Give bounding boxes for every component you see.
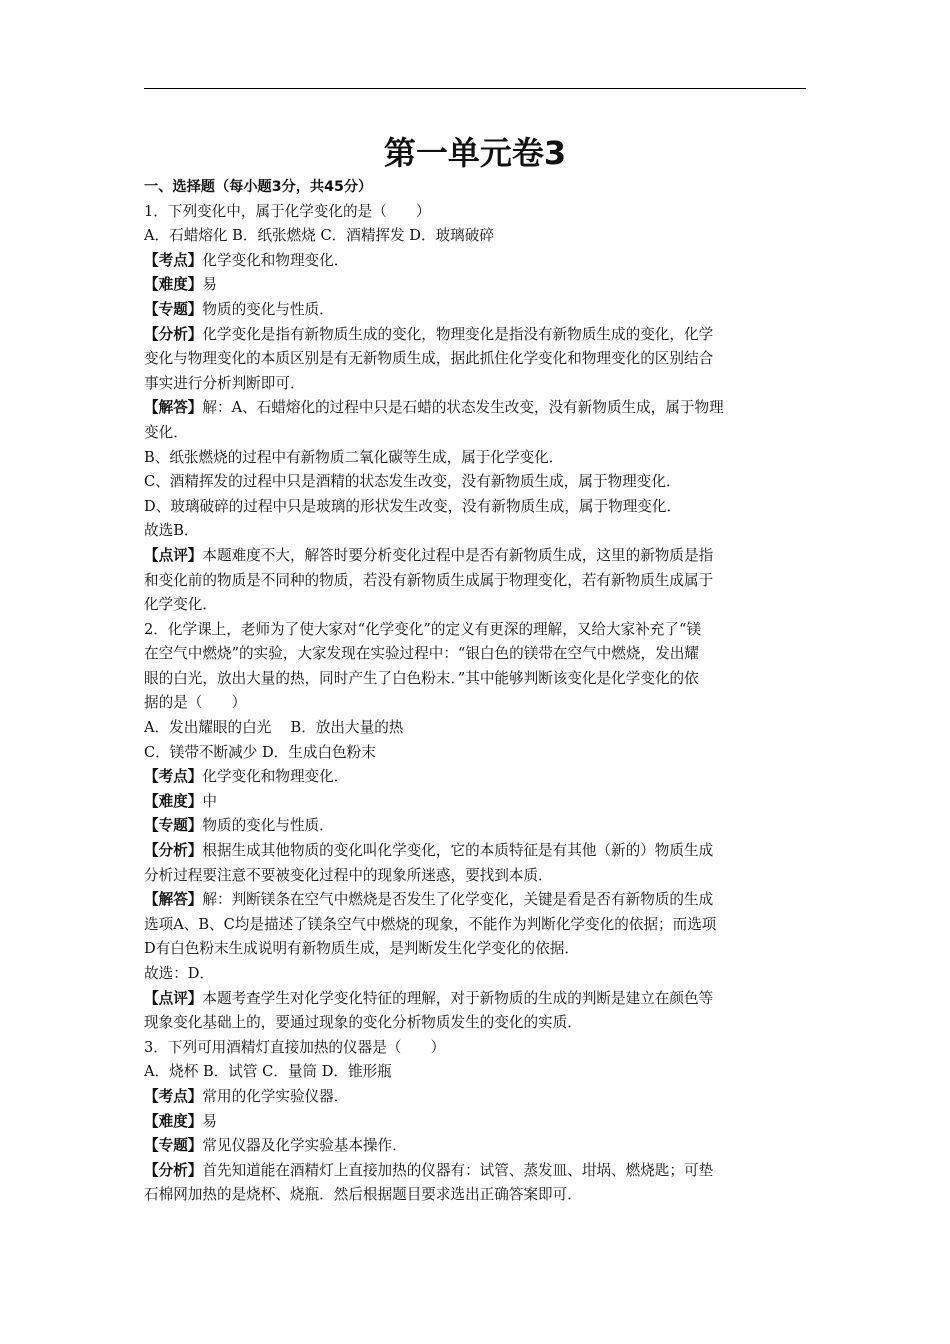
document-line: 【点评】本题难度不大，解答时要分析变化过程中是否有新物质生成，这里的新物质是指 [144,546,714,564]
document-line: 【解答】解：A、石蜡熔化的过程中只是石蜡的状态发生改变，没有新物质生成，属于物理 [144,399,724,417]
document-line: 【难度】易 [144,1112,217,1130]
field-label: 【考点】 [144,251,203,269]
field-label: 【难度】 [144,792,203,810]
field-label: 【考点】 [144,1087,203,1105]
field-label: 【难度】 [144,1112,203,1130]
field-label: 【分析】 [144,1161,203,1179]
field-label: 【分析】 [144,842,203,860]
document-line: 现象变化基础上的，要通过现象的变化分析物质发生的变化的实质． [144,1014,582,1032]
document-line: 【点评】本题考查学生对化学变化特征的理解，对于新物质的生成的判断是建立在颜色等 [144,989,714,1007]
document-line: B、纸张燃烧的过程中有新物质二氧化碳等生成，属于化学变化． [144,448,564,466]
document-line: 和变化前的物质是不同种的物质，若没有新物质生成属于物理变化，若有新物质生成属于 [144,571,714,589]
field-label: 【解答】 [144,399,203,417]
document-line: 【专题】物质的变化与性质． [144,300,334,318]
document-line: 在空气中燃烧”的实验，大家发现在实验过程中：“银白色的镁带在空气中燃烧，发出耀 [144,645,699,663]
document-line: 分析过程要注意不要被变化过程中的现象所迷惑，要找到本质． [144,866,553,884]
document-line: 【分析】首先知道能在酒精灯上直接加热的仪器有：试管、蒸发皿、坩埚、燃烧匙；可垫 [144,1161,714,1179]
document-line: 选项A、B、C均是描述了镁条空气中燃烧的现象，不能作为判断化学变化的依据；而选项 [144,915,717,933]
field-label: 【难度】 [144,276,203,294]
document-line: 【解答】解：判断镁条在空气中燃烧是否发生了化学变化，关键是看是否有新物质的生成 [144,891,714,909]
document-line: 据的是（ ） [144,694,247,712]
field-label: 【解答】 [144,891,203,909]
document-line: D、玻璃破碎的过程中只是玻璃的形状发生改变，没有新物质生成，属于物理变化． [144,497,682,515]
document-line: 【分析】化学变化是指有新物质生成的变化，物理变化是指没有新物质生成的变化，化学 [144,325,714,343]
document-line: 变化与物理变化的本质区别是有无新物质生成，据此抓住化学变化和物理变化的区别结合 [144,350,714,368]
field-label: 【专题】 [144,1137,203,1155]
document-line: 【难度】易 [144,276,217,294]
field-label: 【点评】 [144,989,203,1007]
document-line: 【专题】物质的变化与性质． [144,817,334,835]
document-line: C．镁带不断减少 D．生成白色粉末 [144,743,376,761]
document-line: 【难度】中 [144,792,217,810]
document-line: 变化． [144,423,188,441]
document-line: C、酒精挥发的过程中只是酒精的状态发生改变，没有新物质生成，属于物理变化． [144,473,681,491]
field-label: 【考点】 [144,768,203,786]
document-line: A．发出耀眼的白光 B．放出大量的热 [144,719,404,737]
section-heading: 一、选择题（每小题3分，共45分） [144,179,373,195]
document-line: 故选B． [144,522,199,540]
document-line: 故选：D． [144,965,215,982]
document-line: 化学变化． [144,596,217,614]
field-label: 【专题】 [144,817,203,835]
document-line: 【考点】常用的化学实验仪器． [144,1087,349,1105]
field-label: 【分析】 [144,325,203,343]
document-line: 【专题】常见仪器及化学实验基本操作． [144,1137,407,1155]
document-body [144,175,812,1208]
document-line: 眼的白光，放出大量的热，同时产生了白色粉末．”其中能够判断该变化是化学变化的依 [144,669,699,687]
document-line: A．石蜡熔化 B．纸张燃烧 C．酒精挥发 D．玻璃破碎 [144,227,494,245]
header-rule [144,88,806,89]
document-line: D有白色粉末生成说明有新物质生成，是判断发生化学变化的依据． [144,940,579,958]
document-line: 事实进行分析判断即可． [144,374,305,392]
document-line: A．烧杯 B．试管 C．量筒 D．锥形瓶 [144,1063,392,1081]
field-label: 【点评】 [144,546,203,564]
document-line: 1．下列变化中，属于化学变化的是（ ） [144,202,431,220]
document-line: 【分析】根据生成其他物质的变化叫化学变化，它的本质特征是有其他（新的）物质生成 [144,842,714,860]
document-line: 3．下列可用酒精灯直接加热的仪器是（ ） [144,1038,446,1056]
page-title: 第一单元卷3 [383,134,567,172]
document-line: 【考点】化学变化和物理变化． [144,251,349,269]
document-lines [144,200,812,1208]
field-label: 【专题】 [144,300,203,318]
document-line: 【考点】化学变化和物理变化． [144,768,349,786]
document-line: 石棉网加热的是烧杯、烧瓶．然后根据题目要求选出正确答案即可． [144,1186,582,1204]
document-line: 2．化学课上，老师为了使大家对“化学变化”的定义有更深的理解，又给大家补充了“镁 [144,620,702,638]
